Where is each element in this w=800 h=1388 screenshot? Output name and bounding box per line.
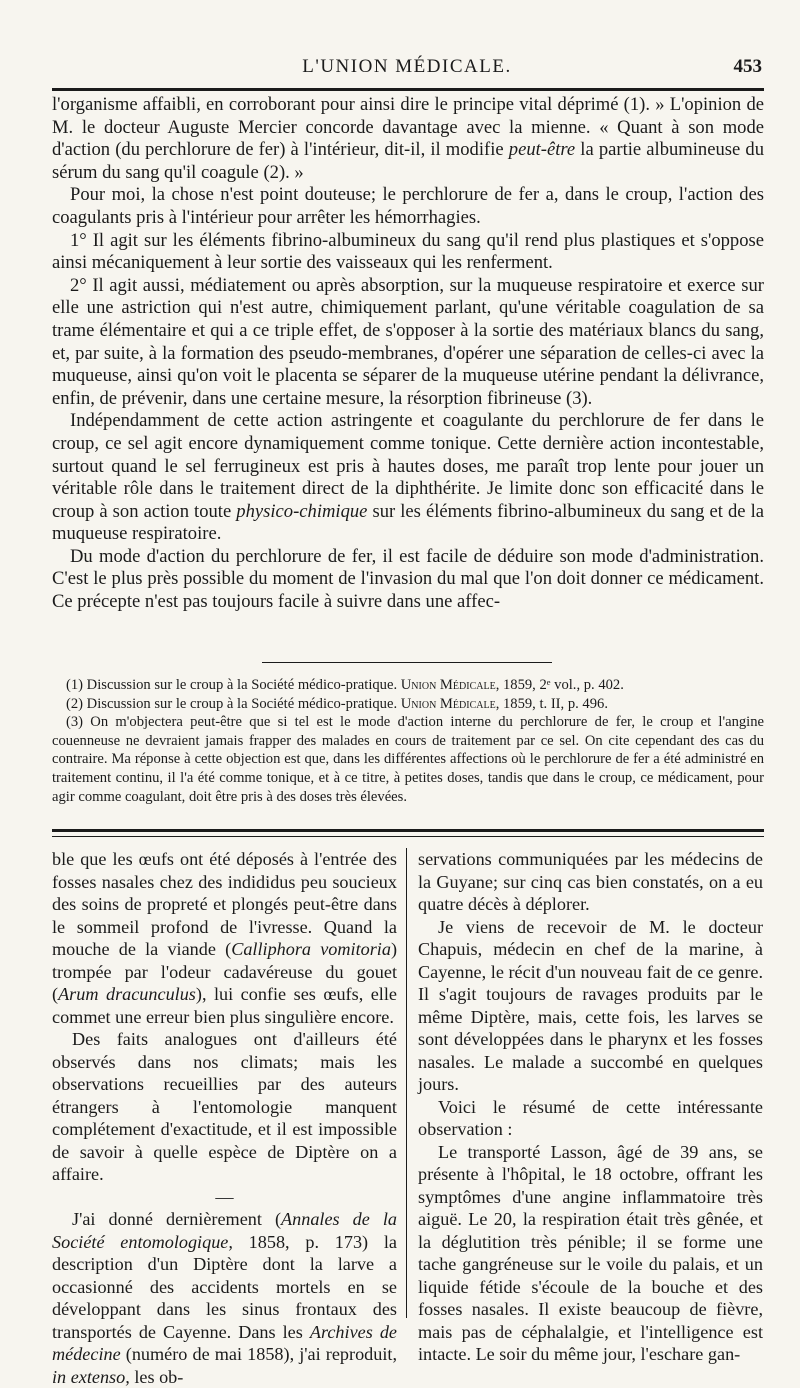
right-paragraph-1: servations communiquées par les médecins de la Guyane; sur cinq cas bien constatés, on a eu quatre décès à déplorer. <box>418 849 763 914</box>
right-paragraph-4: Le transporté Lasson, âgé de 39 ans, se présente à l'hôpital, le 18 octobre, offrant les symptômes d'une angine inflammatoire très aiguë. Le 20, la respiration était très gênée, et la déglutition très pénible; il se forme une tache gangréneuse sur le voile du palais, et un liquide fétide s'écoule de la bouche et des fosses nasales. Il existe beaucoup de fièvre, mais pas de céphalalgie, et l'intelligence est intacte. Le soir du même jour, l'eschare gan- <box>418 1141 763 1364</box>
footnote-1: (1) Discussion sur le croup à la Société médico-pratique. Union Médicale, 1859, 2ᵉ vol., p. 402. <box>66 677 624 693</box>
footnotes <box>52 676 764 806</box>
emphasis: physico-chimique <box>236 500 368 522</box>
paragraph-2: Pour moi, la chose n'est point douteuse; le perchlorure de fer a, dans le croup, l'action des coagulants pris à l'intérieur pour arrêter les hémorrhagies. <box>52 184 764 228</box>
right-paragraph-3: Voici le résumé de cette intéressante observation : <box>418 1096 763 1139</box>
right-paragraph-2: Je viens de recevoir de M. le docteur Chapuis, médecin en chef de la marine, à Cayenne, le récit d'un nouveau fait de ce genre. Il s'agit toujours de ravages produits par le même Diptère, mais, cette fois, les larves se sont développées dans le pharynx et les fosses nasales. Le malade a succombé en quelques jours. <box>418 916 763 1094</box>
section-rule-thin <box>52 836 764 837</box>
paragraph-4: 2° Il agit aussi, médiatement ou après absorption, sur la muqueuse respiratoire et exerce sur elle une astriction qui n'est autre, chimiquement parlant, qu'une véritable coagulation de sa trame élémentaire et qui a ce triple effet, de s'opposer à la sortie des matériaux blancs du sang, et, par suite, à la formation des pseudo-membranes, d'opérer une séparation de celles-ci avec la muqueuse, ainsi qu'on voit le placenta se séparer de la muqueuse utérine pendant la délivrance, enfin, de prévenir, dans une certaine mesure, la résorption fibrineuse (3). <box>52 274 764 409</box>
right-column <box>418 848 763 1366</box>
paragraph-5: Indépendamment de cette action astringente et coagulante du perchlorure de fer dans le croup, ce sel agit encore dynamiquement comme tonique. Cette dernière action incontestable, surtout quand le sel ferrugineux est pris à hautes doses, me paraît trop lente pour jouer un véritable rôle dans le traitement direct de la diphthérite. Je limite donc son efficacité dans le croup à son action toute physico-chimique sur les éléments fibrino-albumineux du sang et de la muqueuse respiratoire. <box>52 410 764 545</box>
running-head <box>52 56 762 84</box>
footnote-2: (2) Discussion sur le croup à la Société médico-pratique. Union Médicale, 1859, t. II, p. 496. <box>66 695 608 712</box>
journal-title: L'UNION MÉDICALE. <box>302 56 512 77</box>
emphasis: peut-être <box>508 139 576 161</box>
paragraph-3: 1° Il agit sur les éléments fibrino-albumineux du sang qu'il rend plus plastiques et s'oppose ainsi mécaniquement à leur sortie des vaisseaux qui les renferment. <box>52 229 764 274</box>
left-paragraph-1: ble que les œufs ont été déposés à l'entrée des fosses nasales chez des indididus peu soucieux des soins de propreté et plongés peut-être dans le sommeil profond de l'ivresse. Quand la mouche de la viande (Calliphora vomitoria) trompée par l'odeur cadavéreuse du gouet (Arum dracunculus), lui confie ses œufs, elle commet une erreur bien plus singulière encore. <box>52 849 398 1027</box>
left-column <box>52 848 397 1388</box>
footnote-rule <box>262 662 552 663</box>
main-text <box>52 94 764 614</box>
section-rule-thick <box>52 829 764 832</box>
column-divider <box>406 848 407 1318</box>
header-rule <box>52 88 764 91</box>
left-paragraph-3: J'ai donné dernièrement (Annales de la Société entomologique, 1858, p. 173) la description d'un Diptère dont la larve a occasionné des accidents mortels en se développant dans les sinus frontaux des transportés de Cayenne. Dans les Archives de médecine (numéro de mai 1858), j'ai reproduit, in extenso, les ob- <box>52 1209 397 1387</box>
paragraph-1: l'organisme affaibli, en corroborant pour ainsi dire le principe vital déprimé (1). » L'opinion de M. le docteur Auguste Mercier concorde davantage avec la mienne. « Quant à son mode d'action (du perchlorure de fer) à l'intérieur, dit-il, il modifie peut-être la partie albumineuse du sérum du sang qu'il coagule (2). » <box>52 94 764 183</box>
paragraph-6: Du mode d'action du perchlorure de fer, il est facile de déduire son mode d'administration. C'est le plus près possible du moment de l'invasion du mal que l'on doit donner ce médicament. Ce précepte n'est pas toujours facile à suivre dans une affec- <box>52 545 764 613</box>
page-number: 453 <box>733 56 762 77</box>
left-paragraph-2: Des faits analogues ont d'ailleurs été observés dans nos climats; mais les observations recueillies par des auteurs étrangers à l'entomologie manquent complétement d'exactitude, et il est impossible de savoir à quelle espèce de Diptère on a affaire. <box>52 1029 397 1184</box>
footnote-3: (3) On m'objectera peut-être que si tel est le mode d'action interne du perchlorure de fer, le croup et l'angine couenneuse ne devraient jamais frapper des malades en cours de traitement par ce sel. On cite cependant des cas du contraire. Ma réponse à cette objection est que, dans les différentes affections où le perchlorure de fer a été administré en traitement continu, il l'a été comme tonique, et à ce titre, à petites doses, tandis que dans le croup, ce médicament, pour agir comme coagulant, doit être pris à des doses très élevées. <box>52 714 764 805</box>
separator-dash: — <box>215 1186 234 1207</box>
